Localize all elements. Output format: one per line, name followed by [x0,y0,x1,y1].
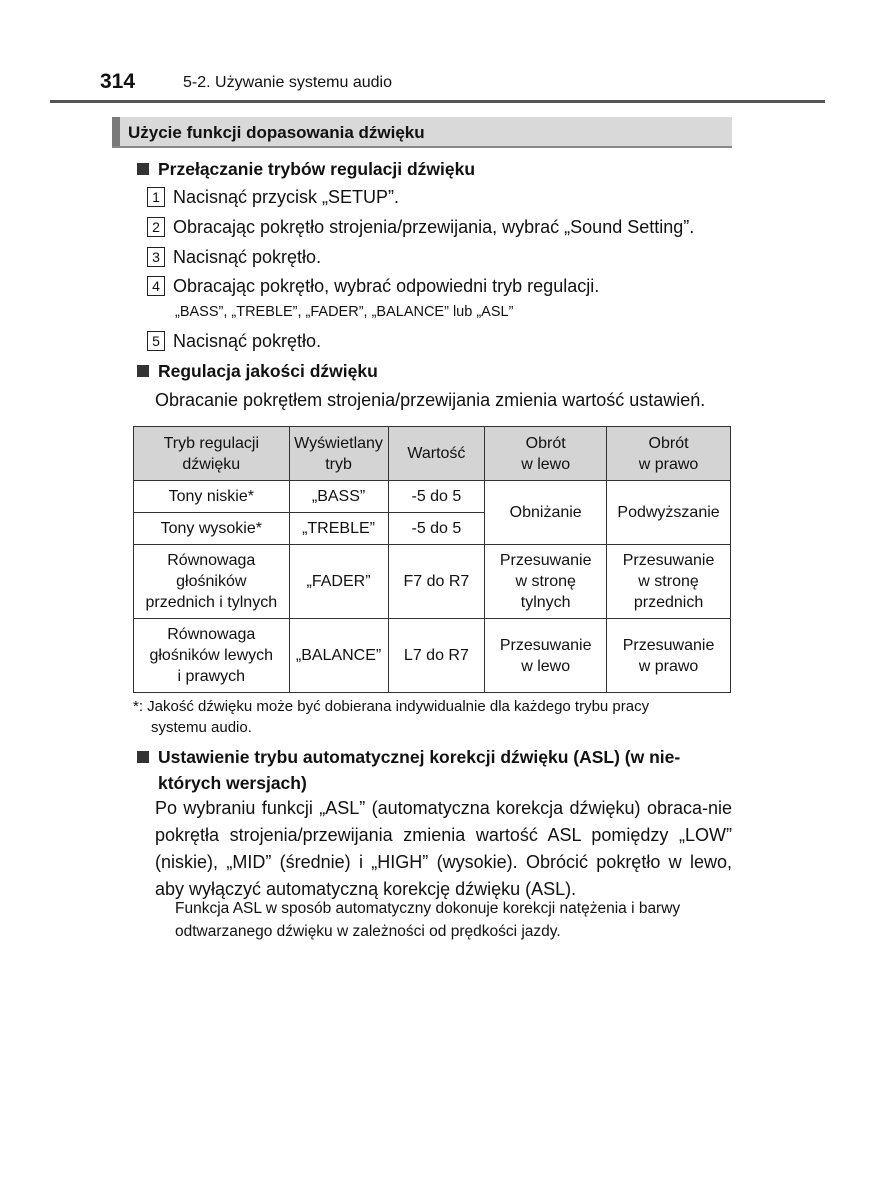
step-1 [147,187,399,208]
step-number: 1 [147,187,165,207]
step-5 [147,331,321,352]
step-number: 5 [147,331,165,351]
display-cell: „BASS” [289,481,388,513]
step-number: 3 [147,247,165,267]
step-4 [147,276,599,297]
square-bullet-icon [137,365,149,377]
asl-heading-line: Ustawienie trybu automatycznej korekcji dźwięku (ASL) (w nie- [158,747,681,767]
asl-heading-line: których wersjach) [158,773,307,793]
display-cell: „BALANCE” [289,619,388,693]
quality-intro: Obracanie pokrętłem strojenia/przewijania zmienia wartość ustawień. [155,390,706,410]
header-display: Wyświetlany tryb [289,427,388,481]
page-number: 314 [100,70,136,93]
switching-heading [137,159,475,180]
quality-heading [137,361,378,382]
turn-left-cell: Przesuwanie w stronę tylnych [485,545,607,619]
header-rule [50,100,825,103]
switching-heading-text: Przełączanie trybów regulacji dźwięku [158,159,476,179]
step-text: Nacisnąć pokrętło. [173,331,322,351]
turn-left-cell: Przesuwanie w lewo [485,619,607,693]
table-row [134,619,731,693]
step-text: Obracając pokrętło strojenia/przewijania, wybrać „Sound Setting”. [173,217,695,237]
value-cell: -5 do 5 [388,481,485,513]
section-bar-accent [112,117,120,146]
step-number: 4 [147,276,165,296]
footnote-line: systemu audio. [151,719,252,736]
table-row [134,545,731,619]
modes-note: „BASS”, „TREBLE”, „FADER”, „BALANCE” lub „ASL” [175,304,514,320]
square-bullet-icon [137,751,149,763]
quality-heading-text: Regulacja jakości dźwięku [158,361,378,381]
mode-cell: Równowaga głośników lewych i prawych [134,619,290,693]
mode-cell: Tony niskie* [134,481,290,513]
asl-note: Funkcja ASL w sposób automatyczny dokonuje korekcji natężenia i barwy odtwarzanego dźwięku w zależności od prędkości jazdy. [175,900,681,940]
section-title: Użycie funkcji dopasowania dźwięku [128,123,425,142]
turn-left-cell: Obniżanie [485,481,607,545]
step-text: Nacisnąć przycisk „SETUP”. [173,187,400,207]
section-bar [112,117,732,148]
asl-paragraph: Po wybraniu funkcji „ASL” (automatyczna korekcja dźwięku) obraca-nie pokrętła strojenia/przewijania zmienia wartość ASL pomiędzy „LOW” (niskie), „MID” (średnie) i „HIGH” (wysokie). Obrócić pokrętło w lewo, aby wyłączyć automatyczną korekcję dźwięku (ASL). [155,798,732,899]
square-bullet-icon [137,163,149,175]
value-cell: F7 do R7 [388,545,485,619]
footnote [133,696,733,738]
value-cell: -5 do 5 [388,513,485,545]
mode-cell: Tony wysokie* [134,513,290,545]
footnote-line: *: Jakość dźwięku może być dobierana indywidualnie dla każdego trybu pracy [133,698,650,715]
step-2 [147,217,694,238]
value-cell: L7 do R7 [388,619,485,693]
header-value: Wartość [388,427,485,481]
step-text: Obracając pokrętło, wybrać odpowiedni tryb regulacji. [173,276,600,296]
turn-right-cell: Przesuwanie w prawo [607,619,731,693]
chapter-title: 5-2. Używanie systemu audio [183,74,392,91]
display-cell: „TREBLE” [289,513,388,545]
display-cell: „FADER” [289,545,388,619]
turn-right-cell: Przesuwanie w stronę przednich [607,545,731,619]
turn-right-cell: Podwyższanie [607,481,731,545]
table-header-row [134,427,731,481]
mode-cell: Równowaga głośników przednich i tylnych [134,545,290,619]
step-number: 2 [147,217,165,237]
asl-heading [137,744,737,796]
header-mode: Tryb regulacji dźwięku [134,427,290,481]
header-turn-left: Obrót w lewo [485,427,607,481]
step-3 [147,247,321,268]
table-row [134,481,731,513]
sound-settings-table [133,426,731,693]
step-text: Nacisnąć pokrętło. [173,247,322,267]
header-turn-right: Obrót w prawo [607,427,731,481]
